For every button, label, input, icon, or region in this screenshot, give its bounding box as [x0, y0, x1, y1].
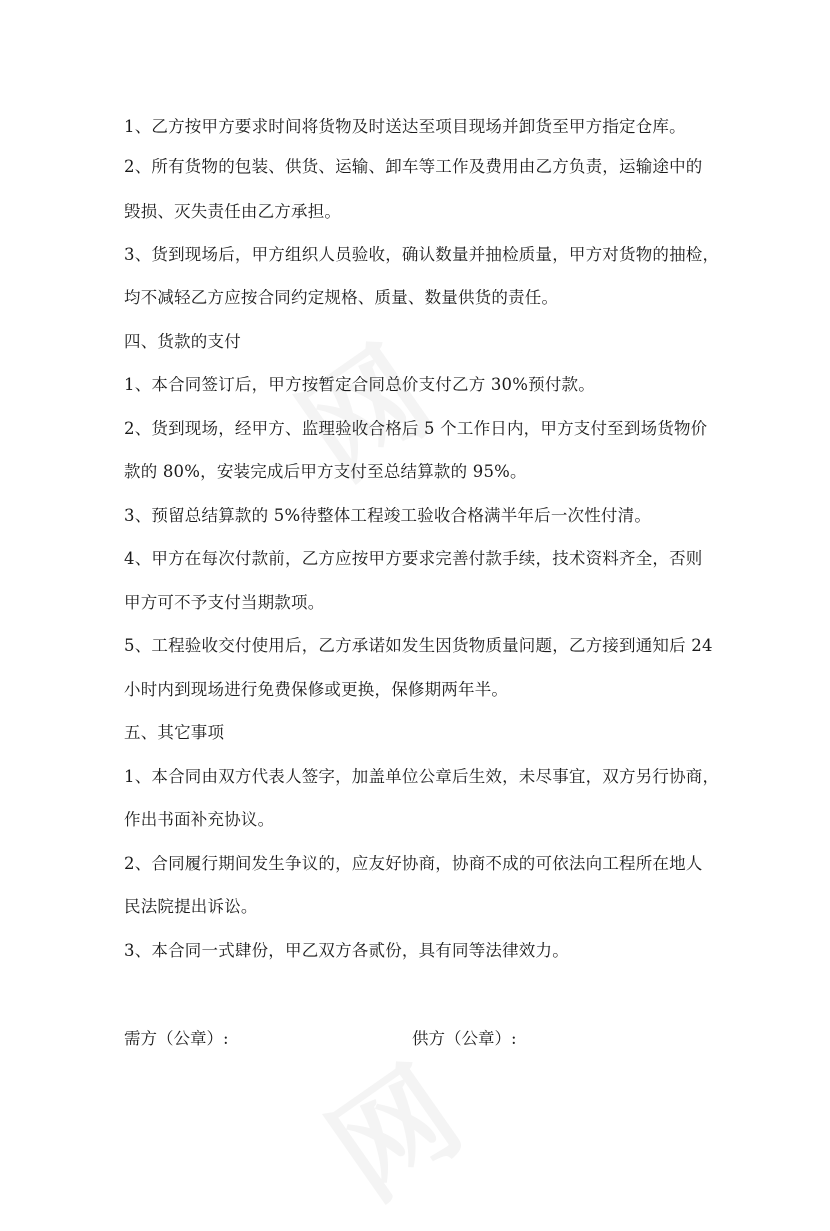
text-line: 1、本合同签订后，甲方按暂定合同总价支付乙方 30%预付款。 [124, 375, 595, 394]
text-line: 小时内到现场进行免费保修或更换，保修期两年半。 [124, 680, 509, 699]
text-line: 毁损、灭失责任由乙方承担。 [124, 202, 342, 221]
text-line: 1、本合同由双方代表人签字，加盖单位公章后生效，未尽事宜，双方另行协商， [124, 767, 720, 786]
watermark [292, 1021, 489, 1231]
text-line: 1、乙方按甲方要求时间将货物及时送达至项目现场并卸货至甲方指定仓库。 [124, 117, 686, 136]
section-heading: 五、其它事项 [124, 723, 225, 742]
text-line: 3、预留总结算款的 5%待整体工程竣工验收合格满半年后一次性付清。 [124, 506, 652, 525]
text-line: 均不减轻乙方应按合同约定规格、质量、数量供货的责任。 [124, 288, 559, 307]
text-line: 民法院提出诉讼。 [124, 897, 258, 916]
text-line: 作出书面补充协议。 [124, 810, 275, 829]
text-line: 3、本合同一式肆份，甲乙双方各贰份，具有同等法律效力。 [124, 941, 569, 960]
text-line: 2、所有货物的包装、供货、运输、卸车等工作及费用由乙方负责，运输途中的 [124, 157, 703, 176]
seller-seal-label: 供方（公章）: [412, 1029, 517, 1048]
section-heading: 四、货款的支付 [124, 332, 241, 351]
text-line: 3、货到现场后，甲方组织人员验收，确认数量并抽检质量，甲方对货物的抽检， [124, 245, 720, 264]
buyer-seal-label: 需方（公章）: [124, 1029, 229, 1048]
text-line: 款的 80%，安装完成后甲方支付至总结算款的 95%。 [124, 462, 527, 481]
text-line: 5、工程验收交付使用后，乙方承诺如发生因货物质量问题，乙方接到通知后 24 [124, 636, 713, 655]
text-line: 4、甲方在每次付款前，乙方应按甲方要求完善付款手续，技术资料齐全，否则 [124, 549, 703, 568]
text-line: 甲方可不予支付当期款项。 [124, 593, 325, 612]
text-line: 2、合同履行期间发生争议的，应友好协商，协商不成的可依法向工程所在地人 [124, 854, 703, 873]
text-line: 2、货到现场，经甲方、监理验收合格后 5 个工作日内，甲方支付至到场货物价 [124, 419, 708, 438]
